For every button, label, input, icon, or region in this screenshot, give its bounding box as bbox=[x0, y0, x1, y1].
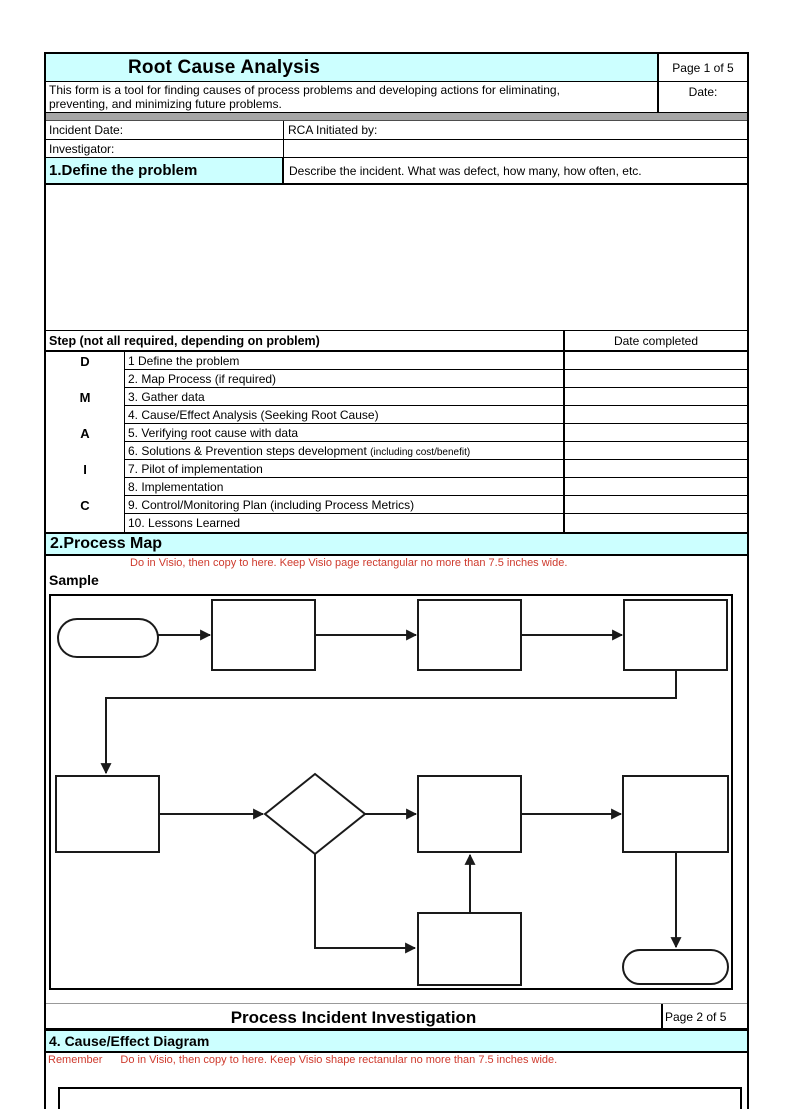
description-row bbox=[46, 82, 747, 113]
rca-form bbox=[44, 52, 749, 1109]
process-4 bbox=[56, 776, 159, 852]
table-row bbox=[125, 478, 563, 496]
phase-letter-c: C bbox=[80, 497, 90, 513]
table-row bbox=[125, 388, 563, 406]
date-completed-cell[interactable] bbox=[565, 514, 747, 532]
process-2 bbox=[418, 600, 521, 670]
spacer bbox=[46, 1067, 747, 1087]
step-label-small: (including cost/benefit) bbox=[370, 447, 471, 458]
table-row bbox=[125, 370, 563, 388]
step-label: 8. Implementation bbox=[128, 480, 224, 494]
incident-date-row bbox=[46, 121, 747, 140]
date-completed-header: Date completed bbox=[563, 331, 747, 350]
table-row bbox=[125, 442, 563, 460]
section4-header: 4. Cause/Effect Diagram bbox=[46, 1031, 747, 1053]
section4-note bbox=[46, 1053, 747, 1067]
process-5 bbox=[418, 776, 521, 852]
table-row bbox=[125, 460, 563, 478]
section1-header-row bbox=[46, 158, 747, 185]
sample-label: Sample bbox=[49, 572, 99, 588]
steps-table-body bbox=[46, 352, 747, 532]
date-completed-cell[interactable] bbox=[565, 352, 747, 370]
date-completed-cell[interactable] bbox=[565, 424, 747, 442]
gray-divider bbox=[46, 113, 747, 121]
cause-effect-canvas[interactable] bbox=[58, 1087, 742, 1109]
investigator-label[interactable]: Investigator: bbox=[46, 140, 284, 157]
title-row bbox=[46, 54, 747, 82]
rca-initiated-label[interactable]: RCA Initiated by: bbox=[288, 123, 378, 137]
investigator-row bbox=[46, 140, 747, 158]
step-label: 4. Cause/Effect Analysis (Seeking Root Cause) bbox=[128, 408, 379, 422]
page-number: Page 1 of 5 bbox=[657, 54, 747, 81]
phase-letter-d: D bbox=[80, 353, 90, 369]
end-terminator bbox=[623, 950, 728, 984]
table-row bbox=[125, 496, 563, 514]
process-6 bbox=[623, 776, 728, 852]
date-completed-column bbox=[563, 352, 747, 532]
steps-column bbox=[124, 352, 563, 532]
steps-table-header bbox=[46, 330, 747, 352]
arrow-p3-to-p4 bbox=[106, 670, 676, 773]
section1-title: 1.Define the problem bbox=[46, 158, 284, 183]
process-7 bbox=[418, 913, 521, 985]
section2-note: Do in Visio, then copy to here. Keep Visio page rectangular no more than 7.5 inches wide. bbox=[130, 557, 568, 569]
phase-letter-a: A bbox=[80, 425, 90, 441]
process-3 bbox=[624, 600, 727, 670]
incident-date-label[interactable]: Incident Date: bbox=[46, 121, 284, 139]
flowchart-svg bbox=[51, 596, 731, 988]
section4-note-text: Do in Visio, then copy to here. Keep Visio shape rectanular no more than 7.5 inches wide. bbox=[120, 1054, 558, 1066]
table-row bbox=[125, 406, 563, 424]
date-completed-cell[interactable] bbox=[565, 496, 747, 514]
step-label: 2. Map Process (if required) bbox=[128, 372, 277, 386]
phase-letter-m: M bbox=[79, 389, 91, 405]
date-completed-cell[interactable] bbox=[565, 460, 747, 478]
steps-header-label: Step (not all required, depending on problem) bbox=[49, 334, 320, 348]
step-label: 10. Lessons Learned bbox=[128, 516, 241, 530]
spacer bbox=[46, 990, 747, 1003]
step-label: 6. Solutions & Prevention steps development bbox=[128, 444, 371, 458]
step-label: 5. Verifying root cause with data bbox=[128, 426, 299, 440]
arrow-decision-to-p7 bbox=[315, 854, 415, 948]
dmaic-letters-column bbox=[46, 352, 124, 532]
table-row bbox=[125, 424, 563, 442]
phase-letter-i: I bbox=[83, 461, 87, 477]
section1-hint: Describe the incident. What was defect, how many, how often, etc. bbox=[289, 163, 642, 178]
process-1 bbox=[212, 600, 315, 670]
section2-header: 2.Process Map bbox=[46, 532, 747, 556]
process-map-canvas[interactable] bbox=[49, 594, 733, 990]
problem-description-area[interactable] bbox=[46, 185, 747, 330]
step-label: 1 Define the problem bbox=[128, 354, 240, 368]
page2-number: Page 2 of 5 bbox=[661, 1004, 747, 1028]
step-label: 3. Gather data bbox=[128, 390, 205, 404]
date-completed-cell[interactable] bbox=[565, 478, 747, 496]
step-label: 7. Pilot of implementation bbox=[128, 462, 263, 476]
form-title: Root Cause Analysis bbox=[46, 54, 657, 81]
table-row bbox=[125, 352, 563, 370]
date-completed-cell[interactable] bbox=[565, 406, 747, 424]
page2-title: Process Incident Investigation bbox=[230, 1008, 477, 1027]
start-terminator bbox=[58, 619, 158, 657]
step-label: 9. Control/Monitoring Plan (including Process Metrics) bbox=[128, 498, 415, 512]
date-label[interactable]: Date: bbox=[657, 82, 747, 112]
decision-diamond bbox=[265, 774, 365, 854]
remember-label: Remember bbox=[48, 1054, 103, 1066]
date-completed-cell[interactable] bbox=[565, 388, 747, 406]
date-completed-cell[interactable] bbox=[565, 370, 747, 388]
table-row bbox=[125, 514, 563, 532]
form-description: This form is a tool for finding causes of process problems and developing actions for eliminating, preventing, and minimizing future problems. bbox=[49, 83, 560, 111]
date-completed-cell[interactable] bbox=[565, 442, 747, 460]
investigator-value[interactable] bbox=[284, 140, 747, 157]
page2-header-row bbox=[46, 1003, 747, 1031]
